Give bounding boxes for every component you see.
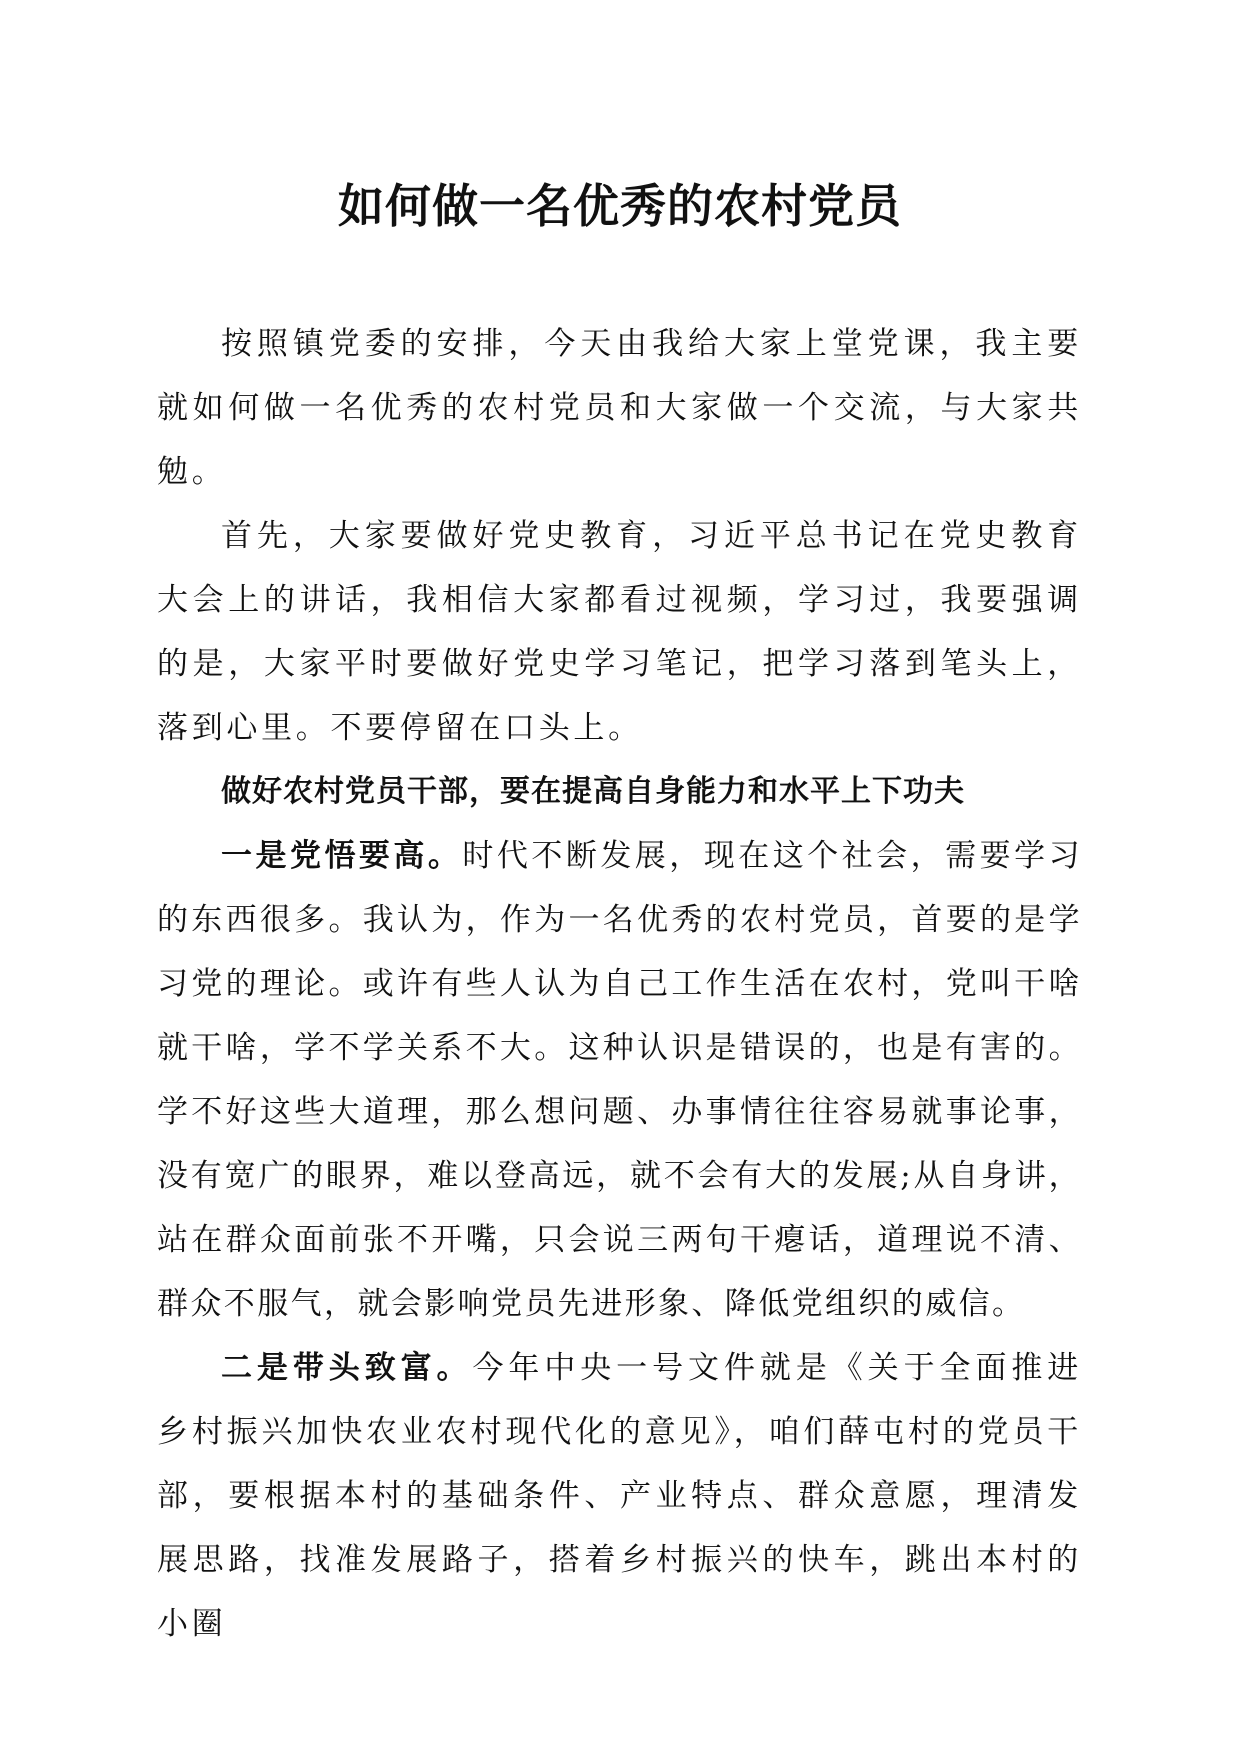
- document-body: [157, 312, 1082, 1656]
- paragraph-point-2: [157, 1336, 1082, 1656]
- paragraph-intro: 按照镇党委的安排，今天由我给大家上堂党课，我主要就如何做一名优秀的农村党员和大家做一个交流，与大家共勉。: [157, 326, 1082, 490]
- paragraph-party-history: 首先，大家要做好党史教育，习近平总书记在党史教育大会上的讲话，我相信大家都看过视频，学习过，我要强调的是，大家平时要做好党史学习笔记，把学习落到笔头上，落到心里。不要停留在口头上。: [157, 518, 1082, 746]
- point-2-lead: 二是带头致富。: [221, 1350, 473, 1386]
- document-title: 如何做一名优秀的农村党员: [338, 179, 902, 233]
- point-2-text: 今年中央一号文件就是《关于全面推进乡村振兴加快农业农村现代化的意见》，咱们薛屯村的党员干部，要根据本村的基础条件、产业特点、群众意愿，理清发展思路，找准发展路子，搭着乡村振兴的快车，跳出本村的小圈: [157, 1350, 1082, 1642]
- point-1-lead: 一是党悟要高。: [221, 838, 463, 874]
- point-1-text: 时代不断发展，现在这个社会，需要学习的东西很多。我认为，作为一名优秀的农村党员，首要的是学习党的理论。或许有些人认为自己工作生活在农村，党叫干啥就干啥，学不学关系不大。这种认识是错误的，也是有害的。学不好这些大道理，那么想问题、办事情往往容易就事论事，没有宽广的眼界，难以登高远，就不会有大的发展;从自身讲，站在群众面前张不开嘴，只会说三两句干瘪话，道理说不清、群众不服气，就会影响党员先进形象、降低党组织的威信。: [157, 838, 1082, 1322]
- paragraph-point-1: [157, 824, 1082, 1336]
- section-heading: 做好农村党员干部，要在提高自身能力和水平上下功夫: [221, 774, 965, 809]
